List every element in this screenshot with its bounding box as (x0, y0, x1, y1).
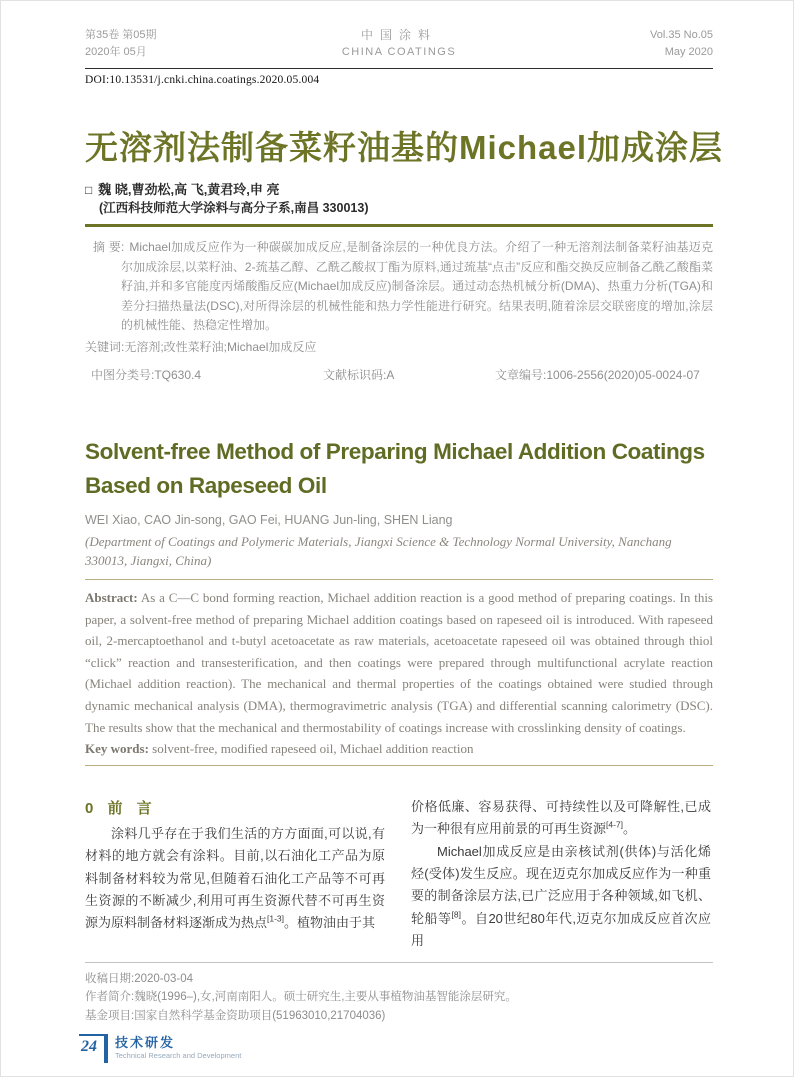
abstract-paragraph-cn (93, 238, 713, 336)
fund-label: 基金项目: (85, 1009, 135, 1022)
citation-ref-4-7: [4-7] (606, 819, 624, 830)
journal-header (85, 27, 713, 61)
abstract-block-cn (85, 238, 713, 357)
intro-left-text: 涂料几乎存在于我们生活的方方面面,可以说,有材料的地方就会有涂料。目前,以石油化工产品为原料制备材料较为常见,但随着石油化工产品等不可再生资源的不断减少,利用可再生资源代替不可再生资源为原料制备材料逐渐成为热点 (85, 825, 385, 931)
section-name-cn: 技术研发 (115, 1035, 176, 1050)
doi-text: DOI:10.13531/j.cnki.china.coatings.2020.05.004 (85, 74, 320, 86)
keywords-en (85, 738, 713, 760)
abstract-top-divider (85, 579, 713, 580)
keywords-label-en: Key words: (85, 741, 149, 757)
clc-number (91, 366, 323, 383)
abstract-paragraph-en (85, 587, 713, 738)
keywords-text-cn: 无溶剂;改性菜籽油;Michael加成反应 (124, 339, 317, 354)
badge-divider-bar (104, 1036, 108, 1063)
section-name-en: Technical Research and Development (115, 1051, 242, 1060)
clc-label: 中图分类号: (91, 368, 155, 382)
article-id-label: 文章编号: (495, 368, 547, 382)
keywords-cn (85, 338, 713, 358)
issue-info-en (563, 27, 713, 61)
intro-right1-text: 价格低廉、容易获得、可持续性以及可降解性,已成为一种很有应用前景的可再生资源 (411, 798, 711, 837)
intro-left-tail: 。植物油由于其 (284, 915, 376, 931)
introduction-section (85, 796, 713, 953)
affiliation-cn: (江西科技师范大学涂料与高分子系,南昌 330013) (99, 201, 369, 215)
issue-date-en: May 2020 (664, 46, 713, 58)
abstract-label-cn: 摘 要: (93, 240, 125, 254)
article-title-en-line2: Based on Rapeseed Oil (85, 473, 327, 498)
intro-right2-text: Michael加成反应是由亲核试剂(供体)与活化烯烃(受体)发生反应。现在迈克尔加成反应作为一种重要的制备涂层方法,已广泛应用于各种领域,如飞机、轮船等 (411, 843, 711, 926)
abstract-text-en: As a C—C bond forming reaction, Michael addition reaction is a good method of preparing coatings. In this paper, a solvent-free method of preparing Michael addition coatings based on rapeseed oil is introduced. With rapeseed oil, 2-mercaptoethanol and t-butyl acetoacetate as raw materials, acetoacetate rapeseed oil was obtained through thiol “click” reaction and transesterification, and then coatings were prepared through multifunctional acrylate reaction (Michael addition reaction). The mechanical and thermal properties of the coatings obtained were studied through dynamic mechanical analysis (DMA), thermogravimetric analysis (TGA) and differential scanning calorimetry (DSC). The results show that the mechanical and thermostability of coatings increase with crosslinking density of coatings. (85, 590, 713, 735)
footnotes (85, 962, 713, 1026)
volume-issue-cn: 第35卷 第05期 (85, 29, 157, 41)
received-label: 收稿日期: (85, 972, 135, 985)
page-footer-badge (79, 1034, 241, 1063)
footnote-author-bio (85, 988, 713, 1007)
article-id-value: 1006-2556(2020)05-0024-07 (546, 368, 700, 382)
author-marker-icon: □ (85, 183, 93, 197)
footnote-funding (85, 1007, 713, 1026)
journal-name-cn: 中国涂料 (360, 28, 437, 42)
abstract-bottom-divider (85, 765, 713, 766)
document-code (323, 366, 495, 383)
intro-paragraph-right-2 (411, 841, 711, 953)
abstract-text-cn: Michael加成反应作为一种碳碳加成反应,是制备涂层的一种优良方法。介绍了一种无溶剂法制备菜籽油基迈克尔加成涂层,以菜籽油、2-巯基乙醇、乙酰乙酸叔丁酯为原料,通过巯基“点击”反应和酯交换反应制备乙酰乙酸酯菜籽油,并和多官能度丙烯酸酯反应(Michael加成反应)制备涂层。通过动态热机械分析(DMA)、热重力分析(TGA)和差分扫描热量法(DSC),对所得涂层的机械性能和热力学性能进行研究。结果表明,随着涂层交联密度的增加,涂层的机械性能、热稳定性增加。 (121, 240, 713, 332)
section-badge (115, 1034, 241, 1061)
issue-info-cn (85, 27, 235, 61)
keywords-label-cn: 关键词: (85, 339, 125, 354)
header-divider (85, 68, 713, 69)
page-number-box (79, 1034, 108, 1063)
article-title-en (85, 435, 713, 503)
citation-ref-8: [8] (451, 909, 461, 920)
volume-issue-en: Vol.35 No.05 (650, 29, 713, 41)
english-section (85, 435, 713, 766)
column-right (411, 796, 711, 953)
authors-cn-text: 魏 晓,曹劲松,高 飞,黄君玲,申 亮 (98, 182, 280, 197)
section-heading-intro: 0 前 言 (85, 799, 157, 817)
authors-en: WEI Xiao, CAO Jin-song, GAO Fei, HUANG Jun-ling, SHEN Liang (85, 513, 453, 527)
issue-date-cn: 2020年 05月 (85, 46, 147, 58)
intro-right2-tail: 。自20世纪80年代,迈克尔加成反应首次应用 (411, 910, 711, 949)
article-id (495, 366, 700, 383)
journal-name (342, 27, 456, 61)
intro-right1-tail: 。 (623, 821, 637, 837)
clc-value: TQ630.4 (154, 368, 202, 382)
bio-value: 魏晓(1996–),女,河南南阳人。硕士研究生,主要从事植物油基智能涂层研究。 (134, 991, 517, 1004)
column-left (85, 796, 385, 953)
fund-value: 国家自然科学基金资助项目(51963010,21704036) (134, 1009, 386, 1022)
authors-cn (85, 181, 713, 199)
document-code-value: A (386, 368, 395, 382)
citation-ref-1-3: [1-3] (267, 914, 285, 925)
intro-paragraph-right-1 (411, 796, 711, 841)
title-divider (85, 224, 713, 227)
keywords-text-en: solvent-free, modified rapeseed oil, Michael addition reaction (152, 741, 474, 757)
article-title-en-line1: Solvent-free Method of Preparing Michael Addition Coatings (85, 439, 705, 464)
abstract-label-en: Abstract: (85, 590, 138, 605)
journal-name-en: CHINA COATINGS (341, 46, 457, 58)
bio-label: 作者简介: (85, 991, 135, 1004)
classification-row (85, 366, 713, 383)
affiliation-en: (Department of Coatings and Polymeric Materials, Jiangxi Science & Technology Normal University, Nanchang 330013, Jiangxi, China) (85, 534, 672, 568)
document-code-label: 文献标识码: (323, 368, 387, 382)
received-value: 2020-03-04 (134, 972, 194, 985)
footnote-received (85, 970, 713, 989)
abstract-block-en (85, 587, 713, 760)
article-title-cn: 无溶剂法制备菜籽油基的Michael加成涂层 (85, 129, 724, 166)
page-number: 24 (81, 1038, 97, 1055)
intro-paragraph-left (85, 823, 385, 935)
